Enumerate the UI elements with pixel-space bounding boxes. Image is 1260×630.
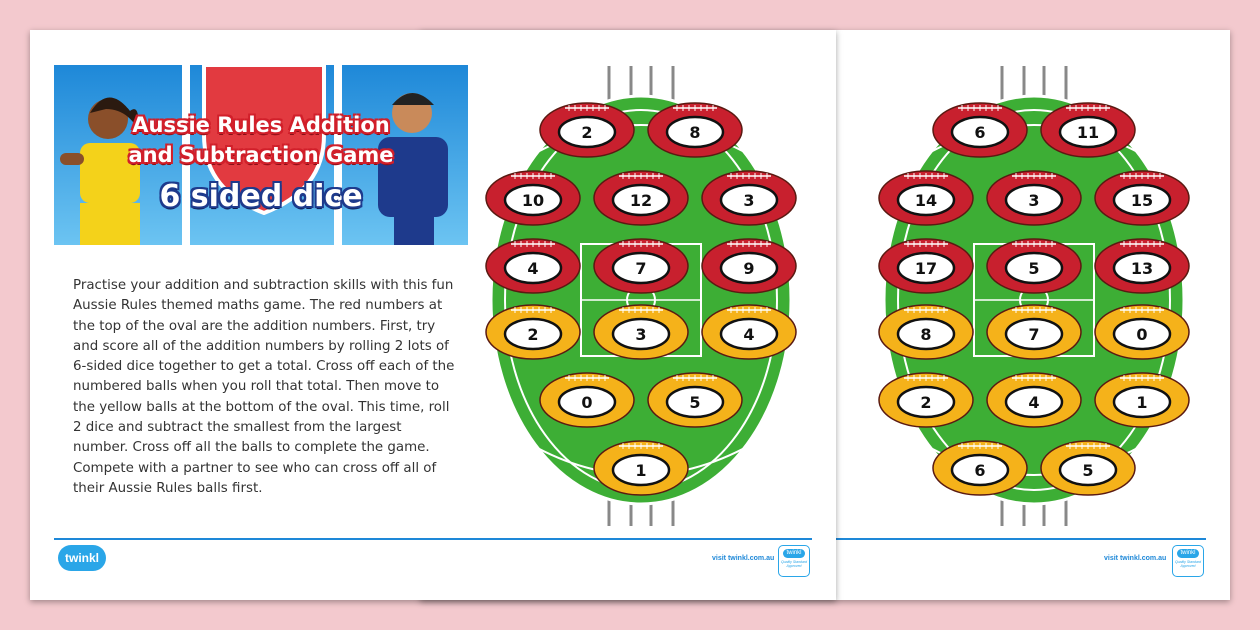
football-ball[interactable] [594,171,688,225]
football-ball[interactable] [486,305,580,359]
football-ball[interactable] [594,239,688,293]
ball-number: 7 [635,259,647,278]
quality-badge: twinkl Quality Standard Approved [1172,545,1204,577]
football-ball[interactable] [879,373,973,427]
worksheet-page-front [30,30,836,600]
ball-number: 6 [974,123,986,142]
football-ball[interactable] [594,441,688,495]
ball-number: 13 [1130,259,1154,278]
ball-number: 3 [743,191,755,210]
ball-number: 12 [629,191,653,210]
football-ball[interactable] [987,373,1081,427]
football-ball[interactable] [1095,373,1189,427]
football-ball[interactable] [1095,171,1189,225]
ball-number: 4 [743,325,755,344]
ball-number: 10 [521,191,545,210]
ball-number: 4 [527,259,539,278]
visit-link[interactable]: visit twinkl.com.au [712,555,775,562]
football-ball[interactable] [987,171,1081,225]
football-ball[interactable] [648,373,742,427]
title-line-1: Aussie Rules Addition [132,113,390,137]
game-field-front [30,30,836,600]
football-ball[interactable] [933,441,1027,495]
footer-line [54,538,812,540]
football-ball[interactable] [1041,441,1135,495]
visit-link[interactable]: visit twinkl.com.au [1104,555,1167,562]
ball-number: 1 [635,461,647,480]
football-ball[interactable] [879,239,973,293]
instructions-text: Practise your addition and subtraction skills with this fun Aussie Rules themed maths game. The red numbers at the top of the oval are the addition numbers. First, try and score all of the addition numbers by rolling 2 lots of 6-sided dice together to get a total. Cross off each of the numbered balls when you roll that total. Then move to the yellow balls at the bottom of the oval. This time, roll 2 dice and subtract the smallest from the largest number. Cross off all the balls to complete the game. Compete with a partner to see who can cross off all of their Aussie Rules balls first. [73,278,455,496]
ball-number: 11 [1076,123,1100,142]
ball-number: 8 [689,123,701,142]
ball-number: 3 [1028,191,1040,210]
ball-number: 8 [920,325,932,344]
ball-number: 9 [743,259,755,278]
football-ball[interactable] [540,373,634,427]
football-ball[interactable] [879,171,973,225]
football-ball[interactable] [1095,239,1189,293]
football-ball[interactable] [1095,305,1189,359]
football-ball[interactable] [1041,103,1135,157]
ball-number: 2 [920,393,932,412]
ball-number: 3 [635,325,647,344]
ball-number: 2 [527,325,539,344]
ball-number: 4 [1028,393,1040,412]
ball-number: 5 [1082,461,1094,480]
football-ball[interactable] [987,239,1081,293]
ball-number: 5 [1028,259,1040,278]
football-ball[interactable] [702,305,796,359]
ball-number: 17 [914,259,938,278]
football-ball[interactable] [486,171,580,225]
ball-number: 0 [581,393,593,412]
football-ball[interactable] [879,305,973,359]
ball-number: 6 [974,461,986,480]
football-ball[interactable] [486,239,580,293]
football-ball[interactable] [648,103,742,157]
ball-number: 7 [1028,325,1040,344]
ball-number: 1 [1136,393,1148,412]
ball-number: 5 [689,393,701,412]
title-line-2: and Subtraction Game [128,143,394,167]
ball-number: 14 [914,191,938,210]
football-ball[interactable] [933,103,1027,157]
ball-number: 15 [1130,191,1154,210]
football-ball[interactable] [702,239,796,293]
football-ball[interactable] [987,305,1081,359]
football-ball[interactable] [594,305,688,359]
twinkl-logo[interactable]: twinkl [58,545,106,571]
title-line-3: 6 sided dice [159,179,363,214]
quality-badge: twinkl Quality Standard Approved [778,545,810,577]
football-ball[interactable] [540,103,634,157]
ball-number: 2 [581,123,593,142]
football-ball[interactable] [702,171,796,225]
ball-number: 0 [1136,325,1148,344]
